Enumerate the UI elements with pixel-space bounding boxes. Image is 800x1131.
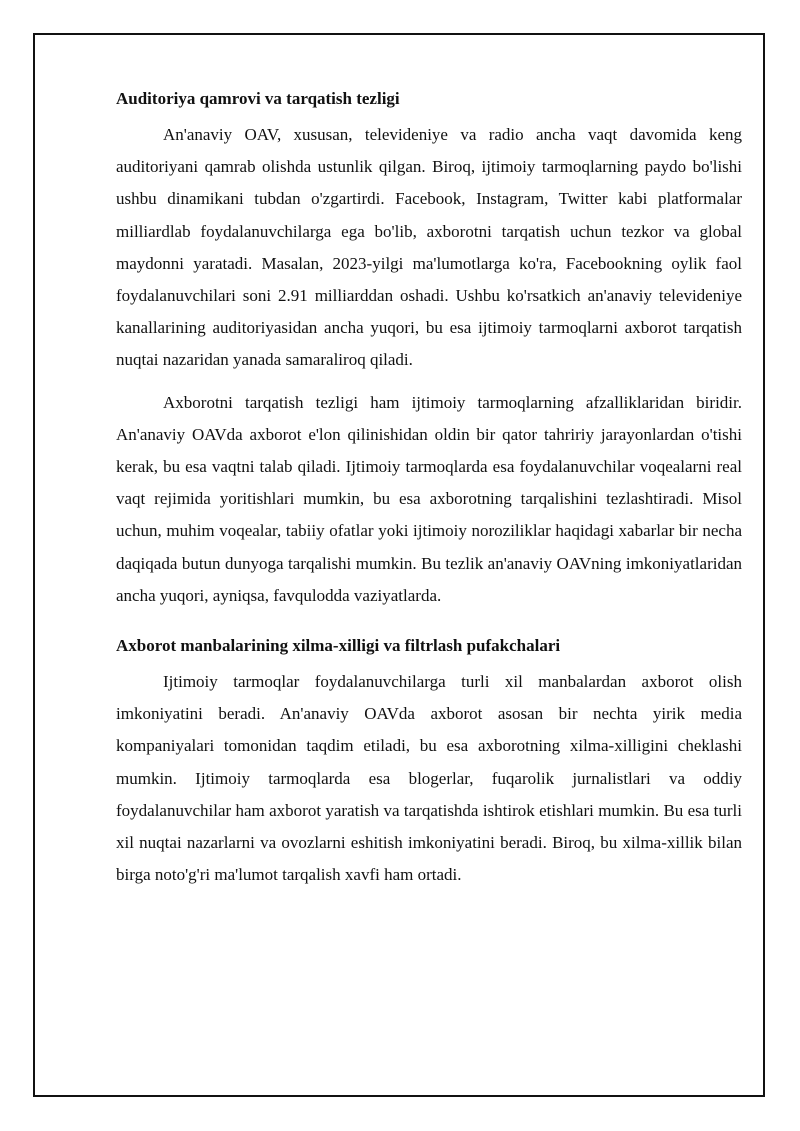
document-body [116,80,742,891]
paragraph-distribution-speed: Axborotni tarqatish tezligi ham ijtimoiy tarmoqlarning afzalliklaridan biridir. An'anaviy OAVda axborot e'lon qilinishidan oldin bir qator tahririy jarayonlardan o'tishi kerak, bu esa vaqtni talab qiladi. Ijtimoiy tarmoqlarda esa foydalanuvchilar voqealarni real vaqt rejimida yoritishlari mumkin, bu esa axborotning tarqalishini tezlashtiradi. Misol uchun, muhim voqealar, tabiiy ofatlar yoki ijtimoiy noroziliklar haqidagi xabarlar bir necha daqiqada butun dunyoga tarqalishi mumkin. Bu tezlik an'anaviy OAVning imkoniyatlaridan ancha yuqori, ayniqsa, favqulodda vaziyatlarda. [116,392,742,605]
section-heading-audience-reach: Auditoriya qamrovi va tarqatish tezligi [116,89,400,108]
paragraph-audience-reach: An'anaviy OAV, xususan, televideniye va radio ancha vaqt davomida keng auditoriyani qamrab olishda ustunlik qilgan. Biroq, ijtimoiy tarmoqlarning paydo bo'lishi ushbu dinamikani tubdan o'zgartirdi. Facebook, Instagram, Twitter kabi platformalar milliardlab foydalanuvchilarga ega bo'lib, axborotni tarqatish uchun tezkor va global maydonni yaratadi. Masalan, 2023-yilgi ma'lumotlarga ko'ra, Facebookning oylik faol foydalanuvchilari soni 2.91 milliarddan oshadi. Ushbu ko'rsatkich an'anaviy televideniye kanallarining auditoriyasidan ancha yuqori, bu esa ijtimoiy tarmoqlarni axborot tarqatish nuqtai nazaridan yanada samaraliroq qiladi. [116,125,742,370]
section-heading-source-diversity: Axborot manbalarining xilma-xilligi va filtrlash pufakchalari [116,636,561,656]
paragraph-source-diversity: Ijtimoiy tarmoqlar foydalanuvchilarga turli xil manbalardan axborot olish imkoniyatini beradi. An'anaviy OAVda axborot asosan bir nechta yirik media kompaniyalari tomonidan taqdim etiladi, bu esa axborotning xilma-xilligini cheklashi mumkin. Ijtimoiy tarmoqlarda esa blogerlar, fuqarolik jurnalistlari va oddiy foydalanuvchilar ham axborot yaratish va tarqatishda ishtirok etishlari mumkin. Bu esa turli xil nuqtai nazarlarni va ovozlarni eshitish imkoniyatini beradi. Biroq, bu xilma-xillik bilan birga noto'g'ri ma'lumot tarqalish xavfi ham ortadi. [116,672,742,885]
